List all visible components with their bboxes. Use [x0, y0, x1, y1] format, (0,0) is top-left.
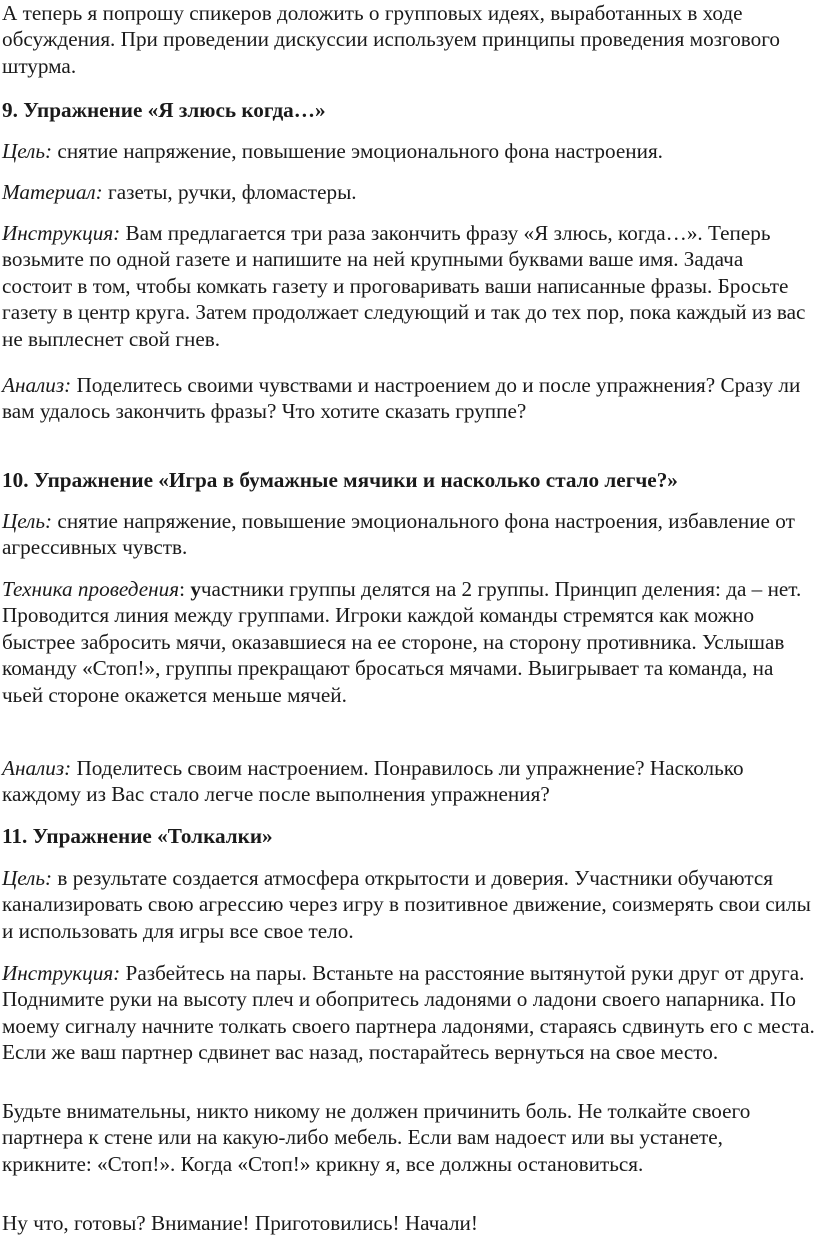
exercise-11-heading-text: 11. Упражнение «Толкалки»	[2, 824, 273, 848]
goal-label: Цель:	[2, 509, 53, 533]
exercise-10-technique	[2, 576, 816, 708]
instruction-label: Инструкция:	[2, 221, 121, 245]
exercise-9-heading-text: 9. Упражнение «Я злюсь когда…»	[2, 98, 326, 122]
exercise-10-heading-text: 10. Упражнение «Игра в бумажные мячики и насколько стало легче?»	[2, 468, 678, 492]
analysis-text: Поделитесь своими чувствами и настроением до и после упражнения? Сразу ли вам удалось закончить фразы? Что хотите сказать группе?	[2, 373, 801, 424]
technique-label: Техника проведения	[2, 577, 180, 601]
exercise-11-heading	[2, 823, 816, 849]
technique-bold-char: у	[190, 577, 201, 601]
analysis-label: Анализ:	[2, 756, 72, 780]
exercise-9-material	[2, 179, 816, 205]
analysis-label: Анализ:	[2, 373, 72, 397]
goal-text: снятие напряжение, повышение эмоционального фона настроения, избавление от агрессивных чувств.	[2, 509, 795, 560]
exercise-11-instruction	[2, 960, 816, 1066]
exercise-11-start	[2, 1210, 816, 1236]
exercise-10-analysis	[2, 755, 816, 808]
exercise-9-analysis	[2, 372, 816, 425]
exercise-9-goal	[2, 138, 816, 164]
goal-text: в результате создается атмосфера открытости и доверия. Участники обучаются канализировать свою агрессию через игру в позитивное движение, соизмерять свои силы и использовать для игры все свое тело.	[2, 866, 811, 943]
instruction-label: Инструкция:	[2, 961, 121, 985]
caution-text: Будьте внимательны, никто никому не должен причинить боль. Не толкайте своего партнера к стене или на какую-либо мебель. Если вам надоест или вы устанете, крикните: «Стоп!». Когда «Стоп!» крикну я, все должны остановиться.	[2, 1099, 751, 1176]
exercise-11-caution	[2, 1098, 816, 1177]
goal-label: Цель:	[2, 866, 53, 890]
exercise-10-goal	[2, 508, 816, 561]
exercise-10-heading	[2, 467, 816, 493]
analysis-text: Поделитесь своим настроением. Понравилось ли упражнение? Насколько каждому из Вас стало легче после выполнения упражнения?	[2, 756, 744, 807]
instruction-text: Вам предлагается три раза закончить фразу «Я злюсь, когда…». Теперь возьмите по одной газете и напишите на ней крупными буквами ваше имя. Задача состоит в том, чтобы комкать газету и проговаривать ваши написанные фразы. Бросьте газету в центр круга. Затем продолжает следующий и так до тех пор, пока каждый из вас не выплеснет свой гнев.	[2, 221, 806, 351]
technique-text: частники группы делятся на 2 группы. Принцип деления: да – нет. Проводится линия между группами. Игроки каждой команды стремятся как можно быстрее забросить мячи, оказавшиеся на ее стороне, на сторону противника. Услышав команду «Стоп!», группы прекращают бросаться мячами. Выигрывает та команда, на чьей стороне окажется меньше мячей.	[2, 577, 802, 707]
instruction-text: Разбейтесь на пары. Встаньте на расстояние вытянутой руки друг от друга. Поднимите руки на высоту плеч и обопритесь ладонями о ладони своего напарника. По моему сигналу начните толкать своего партнера ладонями, стараясь сдвинуть его с места. Если же ваш партнер сдвинет вас назад, постарайтесь вернуться на свое место.	[2, 961, 815, 1065]
goal-label: Цель:	[2, 139, 53, 163]
technique-colon: :	[179, 577, 191, 601]
exercise-9-instruction	[2, 220, 816, 352]
intro-paragraph	[2, 0, 816, 79]
exercise-11-goal	[2, 865, 816, 944]
material-label: Материал:	[2, 180, 103, 204]
exercise-9-heading	[2, 97, 816, 123]
goal-text: снятие напряжение, повышение эмоционального фона настроения.	[52, 139, 663, 163]
start-text: Ну что, готовы? Внимание! Приготовились! Начали!	[2, 1211, 478, 1235]
material-text: газеты, ручки, фломастеры.	[102, 180, 357, 204]
intro-text: А теперь я попрошу спикеров доложить о групповых идеях, выработанных в ходе обсуждения. При проведении дискуссии используем принципы проведения мозгового штурма.	[2, 1, 781, 78]
